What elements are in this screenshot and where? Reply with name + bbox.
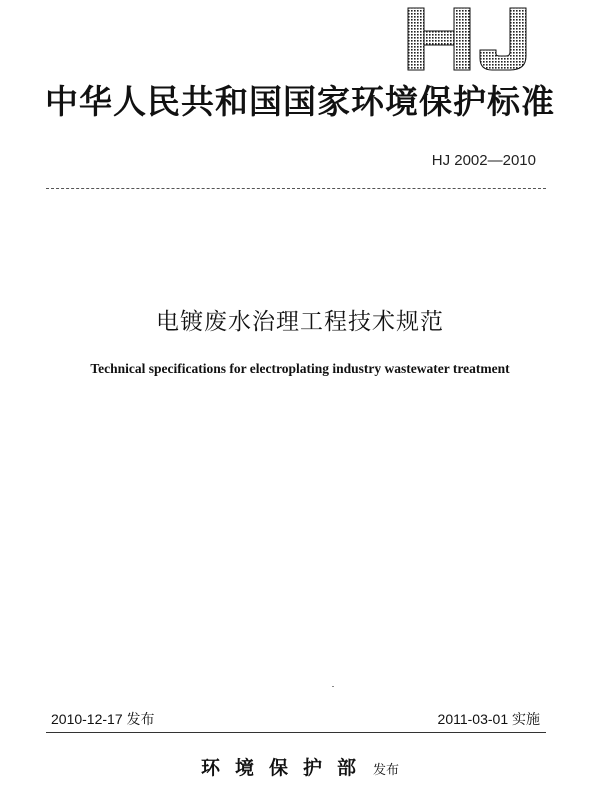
scan-speck [332, 686, 334, 687]
publisher-ministry: 环境保护部 [200, 757, 371, 779]
issue-date: 2010-12-17 发布 [51, 711, 155, 727]
footer-divider [46, 732, 546, 733]
publisher-line [0, 755, 600, 784]
publisher-issued-label: 发布 [373, 763, 400, 778]
document-title-english: Technical specifications for electroplating industry wastewater treatment [90, 361, 510, 376]
standard-number: HJ 2002—2010 [431, 152, 536, 169]
header-divider [46, 188, 546, 189]
agency-title: 中华人民共和国国家环境保护标准 [45, 82, 555, 121]
hj-standard-logo-icon [402, 4, 542, 74]
document-title-chinese: 电镀废水治理工程技术规范 [156, 309, 444, 335]
implementation-date: 2011-03-01 实施 [437, 711, 540, 727]
